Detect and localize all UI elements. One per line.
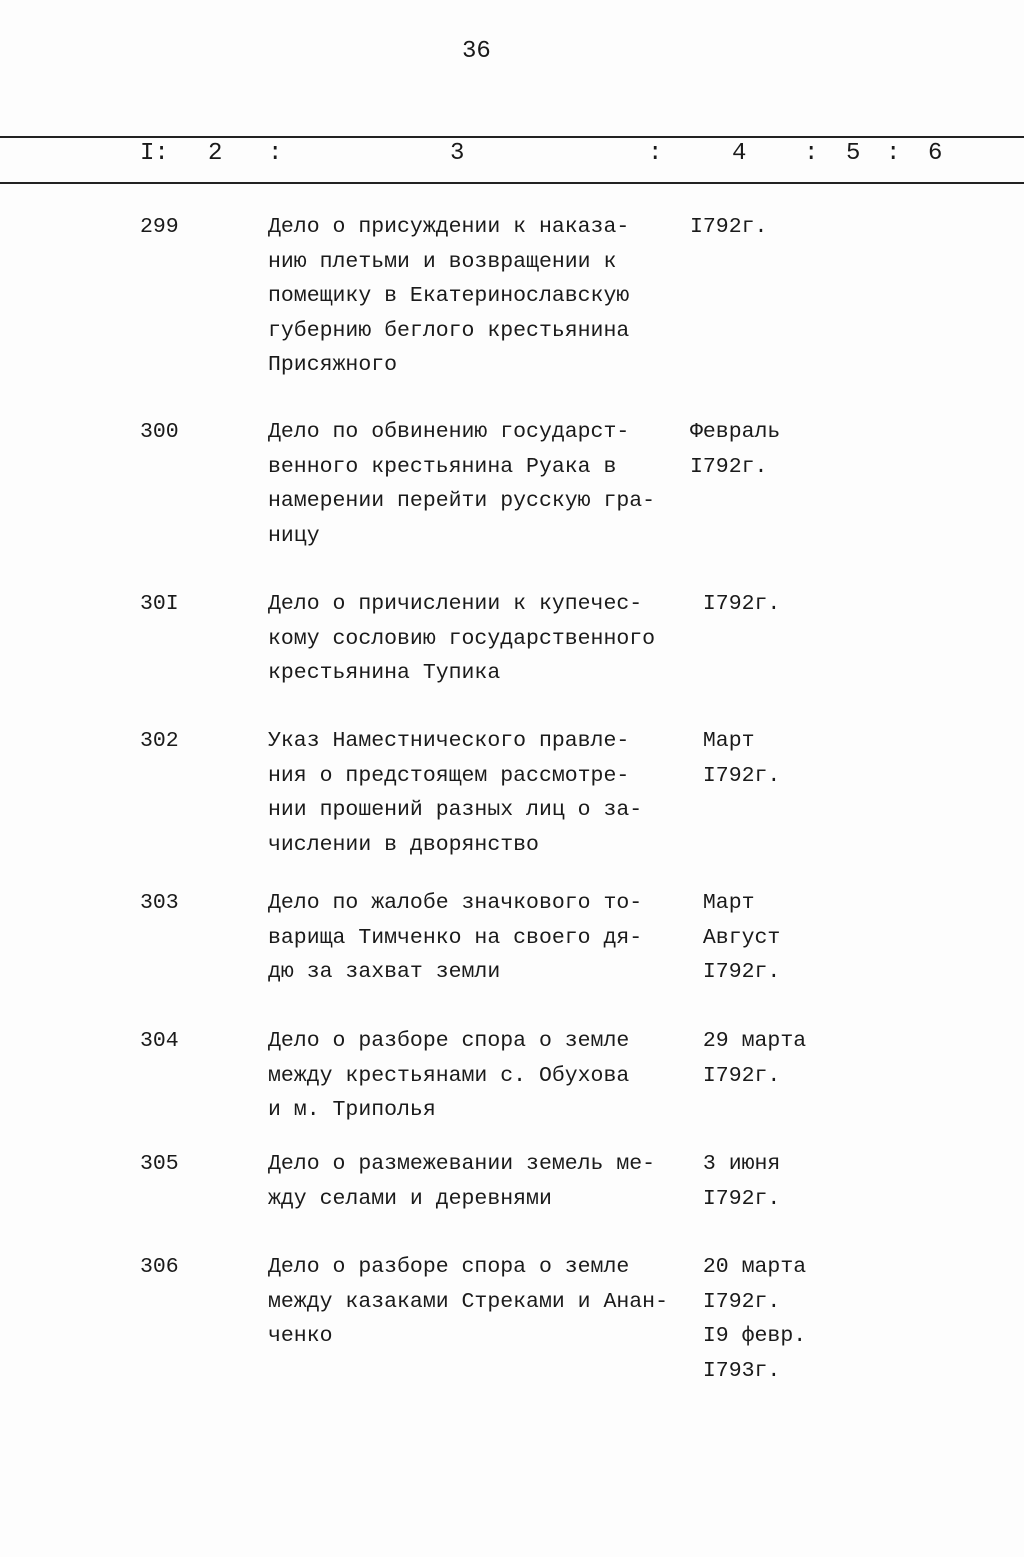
- entry-num: 304: [140, 1029, 179, 1053]
- entry-num: 300: [140, 420, 179, 444]
- entry-num: 30I: [140, 592, 179, 616]
- entry-desc: Дело о разборе спора о земле между казаками Стреками и Анан- ченко: [268, 1255, 668, 1348]
- header-col-4: 4: [732, 140, 747, 167]
- entry-desc: Указ Наместнического правле- ния о предстоящем рассмотре- нии прошений разных лиц о за- числении в дворянство: [268, 729, 643, 857]
- entry-num: 299: [140, 215, 179, 239]
- header-col-5: 5: [846, 140, 861, 167]
- header-col-3: 3: [450, 140, 465, 167]
- header-sep: :: [268, 140, 283, 167]
- entry-date: Февраль I792г.: [690, 420, 781, 479]
- entry-num: 305: [140, 1152, 179, 1176]
- entry-desc: Дело о причислении к купечес- кому сословию государственного крестьянина Тупика: [268, 592, 656, 685]
- entry-date: 29 марта I792г.: [702, 1029, 807, 1088]
- entry-num: 303: [140, 891, 179, 915]
- entry-num: 302: [140, 729, 179, 753]
- page-number: 36: [462, 38, 491, 65]
- header-top-rule: [0, 136, 1024, 138]
- entry-date: Март Август I792г.: [702, 891, 781, 984]
- entry-num: 306: [140, 1255, 179, 1279]
- entry-date: 3 июня I792г.: [702, 1152, 781, 1211]
- header-col-6: 6: [928, 140, 943, 167]
- header-sep: :: [648, 140, 663, 167]
- header-sep: :: [804, 140, 819, 167]
- entry-desc: Дело по обвинению государст- венного крестьянина Руака в намерении перейти русскую гра- ницу: [268, 420, 656, 548]
- entry-date: Март I792г.: [702, 729, 781, 788]
- header-bottom-rule: [0, 182, 1024, 184]
- entry-desc: Дело о разборе спора о земле между крестьянами с. Обухова и м. Триполья: [268, 1029, 630, 1122]
- header-col-1: I:: [140, 140, 169, 167]
- entry-desc: Дело о размежевании земель ме- жду селами и деревнями: [268, 1152, 656, 1211]
- header-sep: :: [886, 140, 901, 167]
- entry-date: I792г.: [690, 215, 768, 239]
- header-col-2: 2: [208, 140, 223, 167]
- entry-desc: Дело о присуждении к наказа- нию плетьми и возвращении к помещику в Екатеринославскую губернию беглого крестьянина Присяжного: [268, 215, 630, 377]
- entry-desc: Дело по жалобе значкового то- варища Тимченко на своего дя- дю за захват земли: [268, 891, 643, 984]
- entry-date: 20 марта I792г. I9 февр. I793г.: [702, 1255, 807, 1383]
- entry-date: I792г.: [690, 592, 781, 616]
